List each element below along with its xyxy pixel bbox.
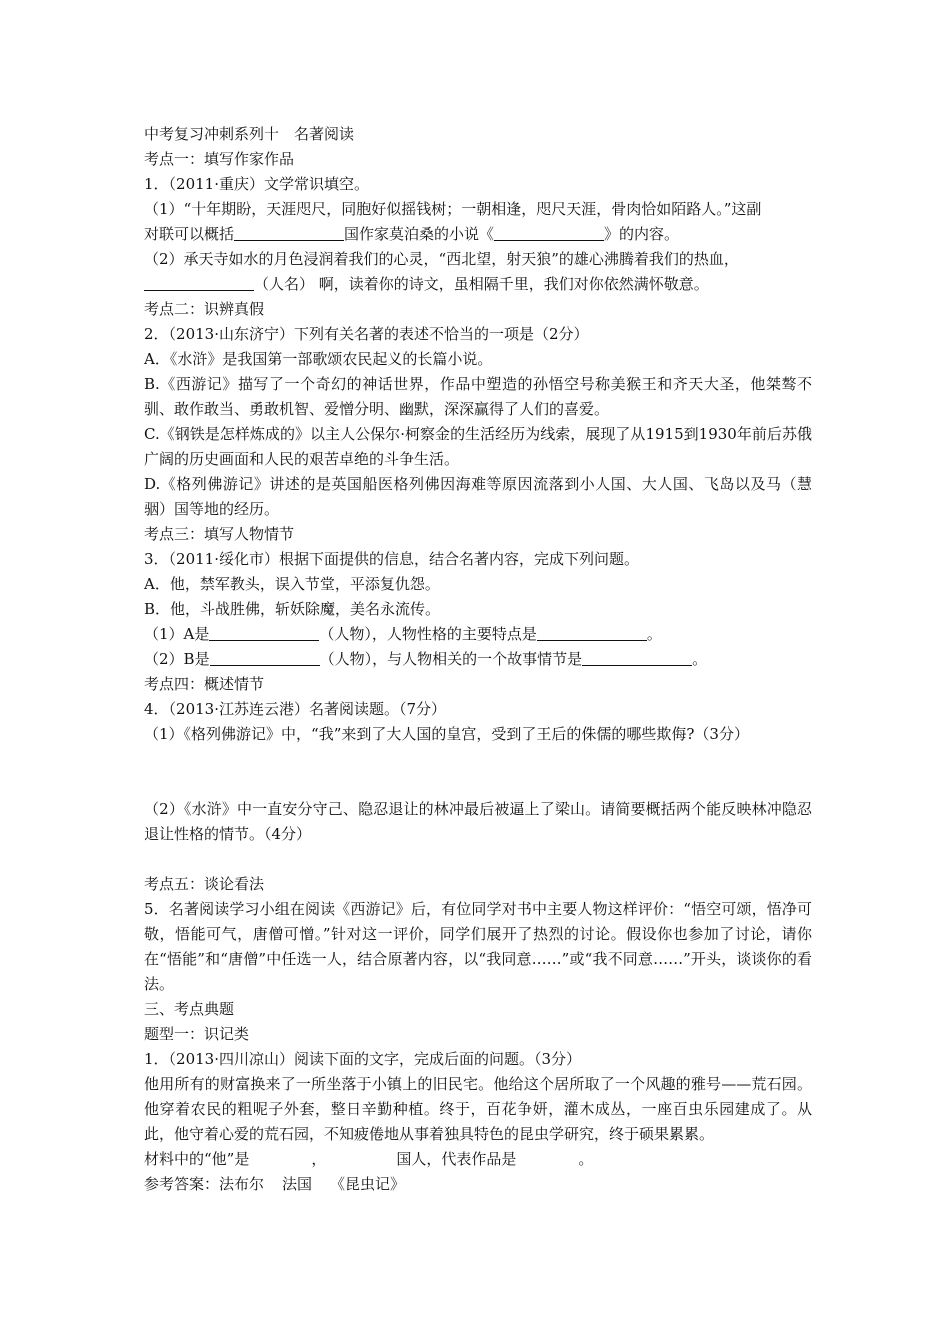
q1-part1-line2 <box>144 222 812 247</box>
q4-sub1: （1）《格列佛游记》中，“我”来到了大人国的皇宫，受到了王后的侏儒的哪些欺侮?（3分） <box>144 725 749 743</box>
example-question-stem: 1．（2013·四川凉山）阅读下面的文字，完成后面的问题。（3分） <box>144 1050 582 1068</box>
q3-info-a: A．他，禁军教头，误入节堂，平添复仇怨。 <box>144 575 440 593</box>
q2-option-c: C.《钢铁是怎样炼成的》以主人公保尔·柯察金的生活经历为线索，展现了从1915到1930年前后苏俄广阔的历史画面和人民的艰苦卓绝的斗争生活。 <box>144 425 812 468</box>
fill-blank[interactable] <box>144 274 254 291</box>
question-2-stem: 2．（2013·山东济宁）下列有关名著的表述不恰当的一项是（2分） <box>144 325 589 343</box>
q3-sub1 <box>144 622 812 647</box>
fill-blank[interactable] <box>210 649 320 666</box>
section-heading-k4: 考点四：概述情节 <box>144 675 265 693</box>
answer-value: 《昆虫记》 <box>330 1175 406 1193</box>
q1-part2-line1: （2）承天寺如水的月色浸润着我们的心灵，“西北望，射天狼”的雄心沸腾着我们的热血， <box>144 250 739 268</box>
fill-blank[interactable] <box>209 624 319 641</box>
q1-text: 对联可以概括 <box>144 225 235 243</box>
q2-option-d: D.《格列佛游记》讲述的是英国船医格列佛因海难等原因流落到小人国、大人国、飞岛以及马（慧骃）国等地的经历。 <box>144 475 812 518</box>
q4-sub2: （2）《水浒》中一直安分守己、隐忍退让的林冲最后被逼上了梁山。请简要概括两个能反映林冲隐忍退让性格的情节。（4分） <box>144 800 812 843</box>
section-heading-3: 三、考点典题 <box>144 1000 235 1018</box>
q3-text: （人物），与人物相关的一个故事情节是 <box>319 650 583 668</box>
answer-label: 参考答案： <box>144 1175 220 1193</box>
fill-blank[interactable] <box>582 649 692 666</box>
fill-blank[interactable] <box>537 624 647 641</box>
q2-option-b: B.《西游记》描写了一个奇幻的神话世界，作品中塑造的孙悟空号称美猴王和齐天大圣，他桀骜不驯、敢作敢当、勇敢机智、爱憎分明、幽默，深深赢得了人们的喜爱。 <box>144 375 812 418</box>
q1-text: （人名） 啊，读着你的诗文，虽相隔千里，我们对你依然满怀敬意。 <box>254 275 709 293</box>
q3-text: （2）B是 <box>144 650 210 668</box>
reference-answer <box>144 1172 812 1197</box>
q3-info-b: B．他，斗战胜佛，斩妖除魔，美名永流传。 <box>144 600 441 618</box>
q3-sub2 <box>144 647 812 672</box>
document-title: 中考复习冲刺系列十 名著阅读 <box>144 125 355 143</box>
q3-text: 。 <box>646 625 662 643</box>
question-5-stem: 5．名著阅读学习小组在阅读《西游记》后，有位同学对书中主要人物这样评价：“悟空可颂，悟净可敬，悟能可气，唐僧可憎。”针对这一评价，同学们展开了热烈的讨论。假设你也参加了讨论，请你在“悟能”和“唐僧”中任选一人，结合原著内容，以“我同意……”或“我不同意……”开头，谈谈你的看法。 <box>144 900 812 993</box>
q1-part1-line1: （1）“十年期盼，天涯咫尺，同胞好似摇钱树；一朝相逢，咫尺天涯，骨肉恰如陌路人。”这副 <box>144 200 762 218</box>
q1-text: 》的内容。 <box>604 225 680 243</box>
q1-part2-line2 <box>144 272 812 297</box>
fill-blank[interactable] <box>494 224 604 241</box>
example-fill-line <box>144 1147 812 1172</box>
question-1-stem: 1．（2011·重庆）文学常识填空。 <box>144 175 369 193</box>
fill-text: 。 <box>578 1150 594 1168</box>
answer-space <box>144 747 812 797</box>
question-4-stem: 4．（2013·江苏连云港）名著阅读题。（7分） <box>144 700 447 718</box>
fill-blank[interactable] <box>234 224 344 241</box>
question-3-stem: 3．（2011·绥化市）根据下面提供的信息，结合名著内容，完成下列问题。 <box>144 550 639 568</box>
q1-text: 国作家莫泊桑的小说《 <box>344 225 495 243</box>
type-heading-1: 题型一：识记类 <box>144 1025 250 1043</box>
answer-space <box>144 847 812 872</box>
q3-text: 。 <box>692 650 708 668</box>
section-heading-k3: 考点三：填写人物情节 <box>144 525 295 543</box>
answer-value: 法布尔 <box>219 1175 265 1193</box>
section-heading-k1: 考点一：填写作家作品 <box>144 150 295 168</box>
section-heading-k2: 考点二：识辨真假 <box>144 300 265 318</box>
q3-text: （人物），人物性格的主要特点是 <box>319 625 537 643</box>
reading-passage: 他用所有的财富换来了一所坐落于小镇上的旧民宅。他给这个居所取了一个风趣的雅号——荒石园。他穿着农民的粗呢子外套，整日辛勤种植。终于，百花争妍，灌木成丛，一座百虫乐园建成了。从此，他守着心爱的荒石园，不知疲倦地从事着独具特色的昆虫学研究，终于硕果累累。 <box>144 1075 812 1143</box>
document-body <box>144 122 812 1197</box>
fill-text: ， <box>311 1150 327 1168</box>
section-heading-k5: 考点五：谈论看法 <box>144 875 265 893</box>
q3-text: （1）A是 <box>144 625 210 643</box>
fill-text: 材料中的“他”是 <box>144 1150 250 1168</box>
fill-text: 国人，代表作品是 <box>396 1150 517 1168</box>
q2-option-a: A．《水浒》是我国第一部歌颂农民起义的长篇小说。 <box>144 350 493 368</box>
answer-value: 法国 <box>282 1175 313 1193</box>
